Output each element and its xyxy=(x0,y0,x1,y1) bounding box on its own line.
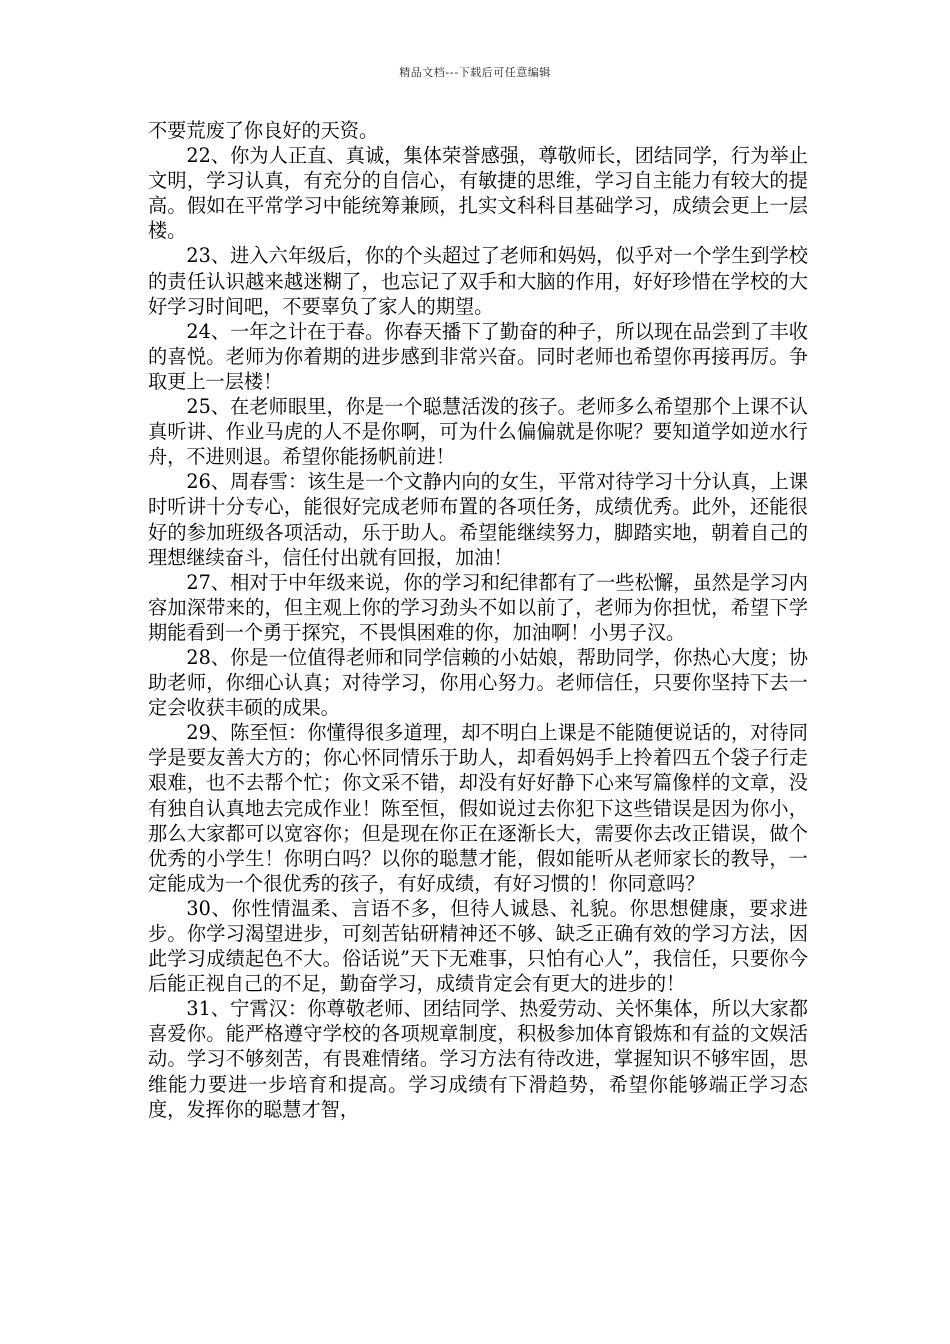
paragraph-continuation: 不要荒废了你良好的天资。 xyxy=(148,119,379,142)
paragraph-26: 26、周春雪：该生是一个文静内向的女生，平常对待学习十分认真，上课时听讲十分专心，能很好完成老师布置的各项任务，成绩优秀。此外，还能很好的参加班级各项活动，乐于助人。希望能继续努力，脚踏实地，朝着自己的理想继续奋斗，信任付出就有回报，加油！ xyxy=(148,470,808,569)
paragraph-23: 23、进入六年级后，你的个头超过了老师和妈妈，似乎对一个学生到学校的责任认识越来越迷糊了，也忘记了双手和大脑的作用，好好珍惜在学校的大好学习时间吧，不要辜负了家人的期望。 xyxy=(148,244,808,318)
paragraph-28: 28、你是一位值得老师和同学信赖的小姑娘，帮助同学，你热心大度；协助老师，你细心认真；对待学习，你用心努力。老师信任，只要你坚持下去一定会收获丰硕的成果。 xyxy=(148,645,808,720)
document-body xyxy=(148,118,808,1122)
paragraph-25: 25、在老师眼里，你是一个聪慧活泼的孩子。老师多么希望那个上课不认真听讲、作业马虎的人不是你啊，可为什么偏偏就是你呢？要知道学如逆水行舟，不进则退。希望你能扬帆前进！ xyxy=(148,395,808,469)
page-header: 精品文档---下载后可任意编辑 xyxy=(399,66,551,79)
paragraph-27: 27、相对于中年级来说，你的学习和纪律都有了一些松懈，虽然是学习内容加深带来的，但主观上你的学习劲头不如以前了，老师为你担忧，希望下学期能看到一个勇于探究，不畏惧困难的你，加油啊！小男子汉。 xyxy=(148,570,808,644)
paragraph-24: 24、一年之计在于春。你春天播下了勤奋的种子，所以现在品尝到了丰收的喜悦。老师为你着期的进步感到非常兴奋。同时老师也希望你再接再厉。争取更上一层楼！ xyxy=(148,319,808,393)
paragraph-30: 30、你性情温柔、言语不多，但待人诚恳、礼貌。你思想健康，要求进步。你学习渴望进步，可刻苦钻研精神还不够、缺乏正确有效的学习方法，因此学习成绩起色不大。俗话说”天下无难事，只怕有心人”，我信任，只要你今后能正视自己的不足，勤奋学习，成绩肯定会有更大的进步的！ xyxy=(148,896,808,996)
paragraph-22: 22、你为人正直、真诚，集体荣誉感强，尊敬师长，团结同学，行为举止文明，学习认真，有充分的自信心，有敏捷的思维，学习自主能力有较大的提高。假如在平常学习中能统筹兼顾，扎实文科科目基础学习，成绩会更上一层楼。 xyxy=(148,144,808,243)
paragraph-29: 29、陈至恒：你懂得很多道理，却不明白上课是不能随便说话的，对待同学是要友善大方的；你心怀同情乐于助人，却看妈妈手上拎着四五个袋子行走艰难，也不去帮个忙；你文采不错，却没有好好静下心来写篇像样的文章，没有独自认真地去完成作业！陈至恒，假如说过去你犯下这些错误是因为你小，那么大家都可以宽容你；但是现在你正在逐渐长大，需要你去改正错误，做个优秀的小学生！你明白吗？以你的聪慧才能，假如能听从老师家长的教导，一定能成为一个很优秀的孩子，有好成绩，有好习惯的！你同意吗？ xyxy=(148,721,808,895)
paragraph-31: 31、宁霄汉：你尊敬老师、团结同学、热爱劳动、关怀集体，所以大家都喜爱你。能严格遵守学校的各项规章制度，积极参加体育锻炼和有益的文娱活动。学习不够刻苦，有畏难情绪。学习方法有待改进，掌握知识不够牢固，思维能力要进一步培育和提高。学习成绩有下滑趋势，希望你能够端正学习态度，发挥你的聪慧才智， xyxy=(148,997,808,1121)
